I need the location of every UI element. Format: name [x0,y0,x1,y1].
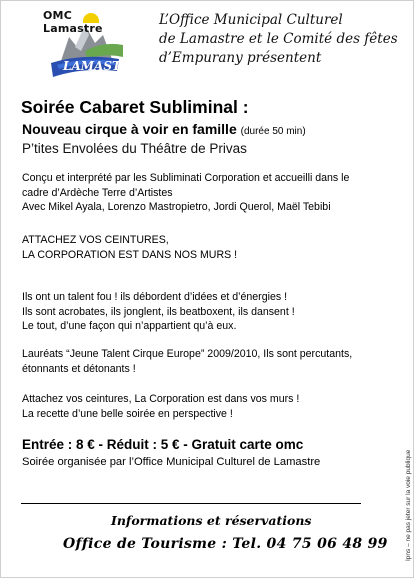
omc-logo [23,7,141,85]
contact-phone-line: Office de Tourisme : Tel. 04 75 06 48 99 [63,536,388,552]
tagline-line: LA CORPORATION EST DANS NOS MURS ! [22,248,238,261]
closing-block [22,392,402,421]
logo-bottom-text: LAMASTRE [63,59,141,73]
event-duration: (durée 50 min) [240,126,306,137]
talents-line: Ils sont acrobates, ils jonglent, ils beatboxent, ils dansent ! [22,305,295,318]
talents-block [22,290,402,334]
event-title: Soirée Cabaret Subliminal : [21,97,249,117]
tagline-block [22,233,402,262]
event-troupe: P’tites Envolées du Théâtre de Privas [22,141,247,156]
presenter-header [159,11,409,68]
header-line: d’Empurany présentent [159,50,322,66]
laureates-line: étonnants et détonants ! [22,362,136,375]
event-subtitle [22,121,306,137]
closing-line: La recette d’une belle soirée en perspective ! [22,407,233,420]
side-legal-note: Ipns – ne pas jeter sur la voie publique [405,449,412,561]
tagline-line: ATTACHEZ VOS CEINTURES, [22,234,169,246]
divider [21,503,361,504]
organiser-text: Soirée organisée par l’Office Municipal Culturel de Lamastre [22,456,321,468]
description-block [22,171,402,215]
laureates-block [22,347,402,376]
closing-line: Attachez vos ceintures, La Corporation est dans vos murs ! [22,393,300,405]
logo-top-text: OMC Lamastre [43,9,103,35]
talents-line: Ils ont un talent fou ! ils débordent d’idées et d’énergies ! [22,291,288,303]
pricing-text: Entrée : 8 € - Réduit : 5 € - Gratuit carte omc [22,437,304,452]
description-line: Avec Mikel Ayala, Lorenzo Mastropietro, Jordi Querol, Maël Tebibi [22,201,331,213]
description-line: Conçu et interprété par les Subliminati Corporation et accueilli dans le [22,172,350,184]
laureates-line: Lauréats “Jeune Talent Cirque Europe” 2009/2010, Ils sont percutants, [22,348,353,360]
header-line: L’Office Municipal Culturel [159,12,343,28]
event-subtitle-text: Nouveau cirque à voir en famille [22,121,237,137]
talents-line: Le tout, d’une façon qui n’appartient qu’à eux. [22,320,237,332]
description-line: cadre d’Ardèche Terre d’Artistes [22,186,173,199]
contact-heading: Informations et réservations [111,513,312,528]
header-line: de Lamastre et le Comité des fêtes [159,31,398,47]
